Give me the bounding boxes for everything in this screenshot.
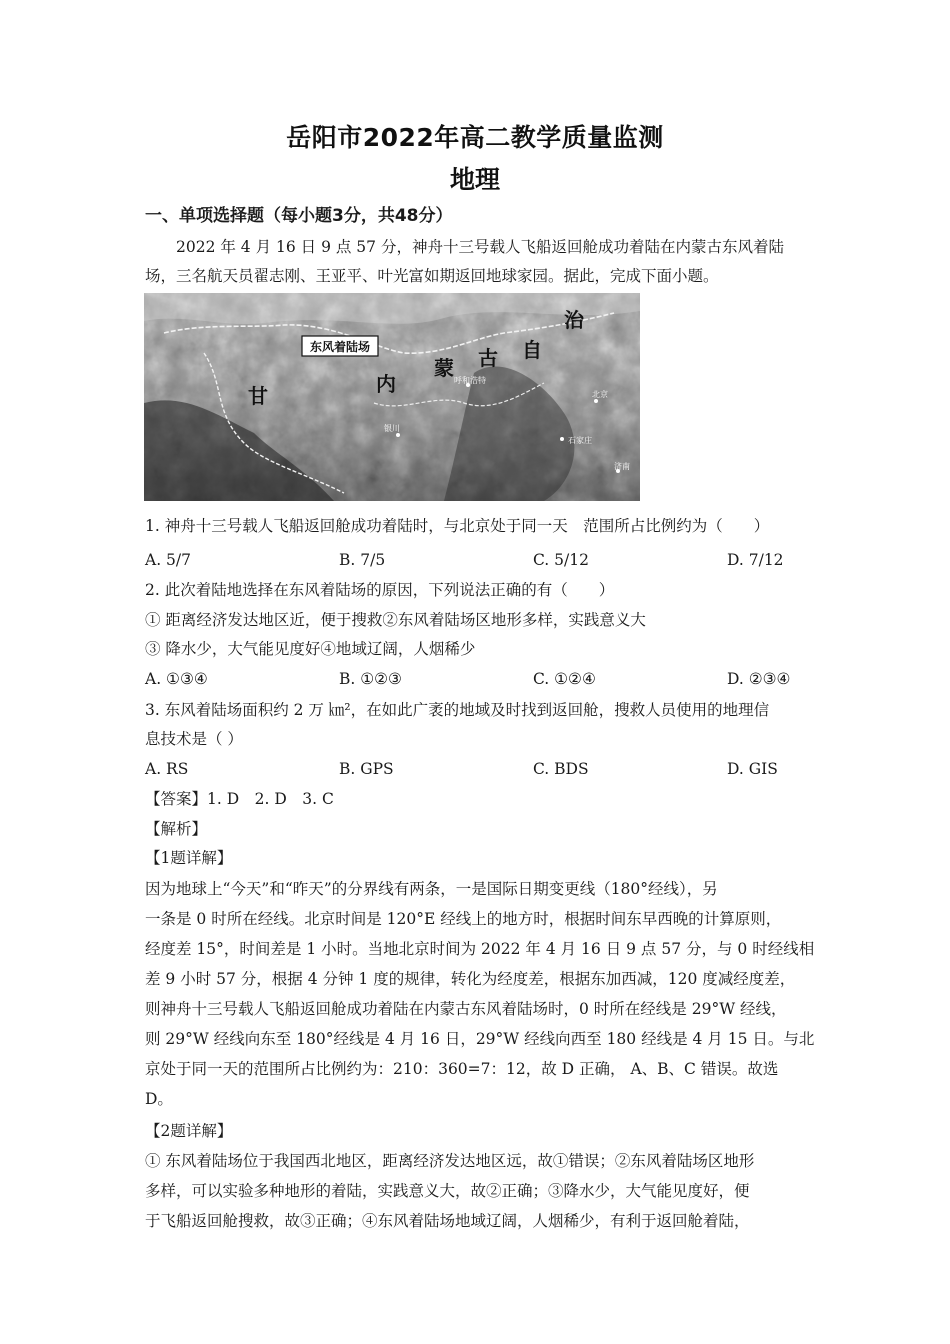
analysis-label: 【解析】: [145, 820, 208, 838]
answer-line: 【答案】1. D 2. D 3. C: [145, 790, 334, 808]
detail-2-line: 多样，可以实验多种地形的着陆，实践意义大，故②正确；③降水少，大气能见度好，便: [145, 1182, 750, 1200]
map-label-jinan: 济南: [614, 462, 630, 471]
map-label-zi: 自: [522, 338, 542, 362]
map-label-site: 东风着陆场: [309, 340, 371, 354]
map-label-meng: 蒙: [434, 356, 454, 380]
intro-line: 场，三名航天员翟志刚、王亚平、叶光富如期返回地球家园。据此，完成下面小题。: [145, 267, 719, 285]
question-1-stem: 1. 神舟十三号载人飞船返回舱成功着陆时，与北京处于同一天 范围所占比例约为（ ）: [145, 517, 770, 535]
exam-title: 岳阳市2022年高二教学质量监测: [286, 123, 664, 152]
detail-1-line: 则神舟十三号载人飞船返回舱成功着陆在内蒙古东风着陆场时，0 时所在经线是 29°W 经线，: [145, 1000, 787, 1018]
q3-option-d: D. GIS: [727, 760, 778, 778]
map-label-nei: 内: [376, 372, 396, 396]
section-heading: 一、单项选择题（每小题3分，共48分）: [145, 206, 453, 226]
detail-2-label: 【2题详解】: [145, 1122, 233, 1140]
detail-1-line: 京处于同一天的范围所占比例约为：210：360=7：12，故 D 正确， A、B、C 错误。故选: [145, 1060, 779, 1078]
detail-1-label: 【1题详解】: [145, 849, 233, 867]
q1-option-c: C. 5/12: [533, 551, 589, 569]
map-label-gu: 古: [478, 346, 498, 370]
map-label-zhi: 治: [564, 308, 584, 332]
q2-option-a: A. ①③④: [145, 670, 208, 688]
intro-line: 2022 年 4 月 16 日 9 点 57 分，神舟十三号载人飞船返回舱成功着陆在内蒙古东风着陆: [176, 238, 784, 256]
detail-1-line: 差 9 小时 57 分，根据 4 分钟 1 度的规律，转化为经度差，根据东加西减，120 度减经度差，: [145, 970, 796, 988]
map-label-gan: 甘: [248, 384, 268, 408]
question-2-stem: 2. 此次着陆地选择在东风着陆场的原因，下列说法正确的有（ ）: [145, 581, 615, 599]
detail-1-line: D。: [145, 1090, 173, 1108]
detail-1-line: 因为地球上“今天”和“昨天”的分界线有两条，一是国际日期变更线（180°经线），另: [145, 880, 718, 898]
detail-1-line: 一条是 0 时所在经线。北京时间是 120°E 经线上的地方时，根据时间东早西晚的计算原则，: [145, 910, 782, 928]
question-3-stem: 3. 东风着陆场面积约 2 万 ㎞²，在如此广袤的地域及时找到返回舱，搜救人员使用的地理信: [145, 701, 770, 719]
subject-title: 地理: [449, 165, 500, 194]
question-3-stem: 息技术是（ ）: [145, 730, 243, 748]
map-label-yinchuan: 银川: [384, 424, 400, 433]
q2-option-b: B. ①②③: [339, 670, 402, 688]
q1-option-b: B. 7/5: [339, 551, 386, 569]
q3-option-c: C. BDS: [533, 760, 589, 778]
detail-1-line: 则 29°W 经线向东至 180°经线是 4 月 16 日，29°W 经线向西至 180 经线是 4 月 15 日。与北: [145, 1030, 815, 1048]
detail-1-line: 经度差 15°，时间差是 1 小时。当地北京时间为 2022 年 4 月 16 日 9 点 57 分，与 0 时经线相: [145, 940, 815, 958]
q1-option-d: D. 7/12: [727, 551, 784, 569]
question-2-statement: ① 距离经济发达地区近，便于搜救②东风着陆场区地形多样，实践意义大: [145, 611, 646, 629]
map-label-beijing: 北京: [592, 390, 608, 399]
q1-option-a: A. 5/7: [145, 551, 191, 569]
question-2-statement: ③ 降水少，大气能见度好④地域辽阔，人烟稀少: [145, 640, 476, 658]
detail-2-line: 于飞船返回舱搜救，故③正确；④东风着陆场地域辽阔，人烟稀少，有利于返回舱着陆，: [145, 1212, 750, 1230]
map-label-shijiazhuang: 石家庄: [568, 436, 592, 445]
q2-option-c: C. ①②④: [533, 670, 596, 688]
q3-option-b: B. GPS: [339, 760, 394, 778]
map-label-huhehaote: 呼和浩特: [454, 376, 486, 385]
terrain-map: [144, 293, 640, 501]
detail-2-line: ① 东风着陆场位于我国西北地区，距离经济发达地区远，故①错误；②东风着陆场区地形: [145, 1152, 755, 1170]
q3-option-a: A. RS: [145, 760, 189, 778]
q2-option-d: D. ②③④: [727, 670, 791, 688]
